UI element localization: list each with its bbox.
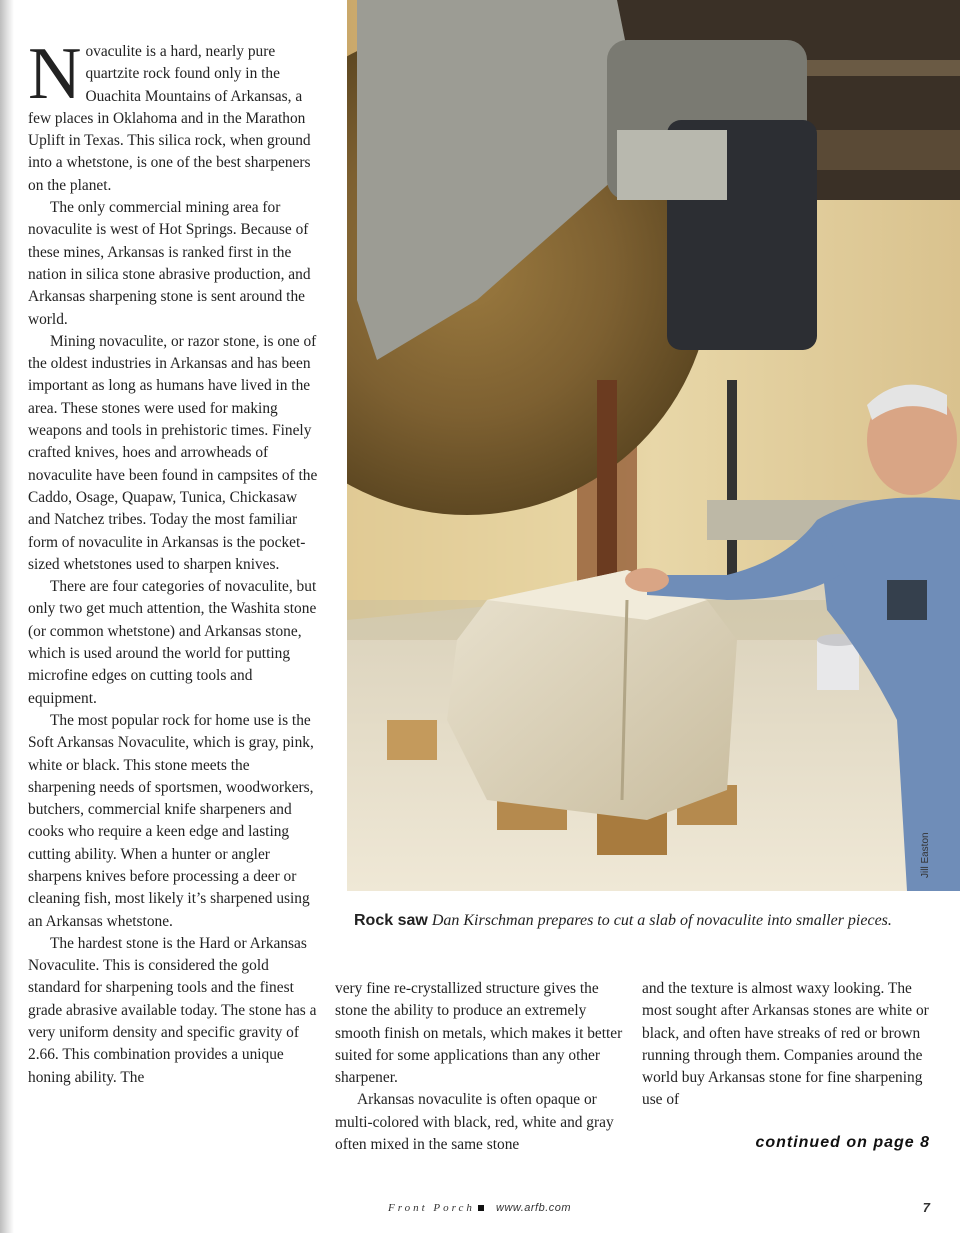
article-column-3	[642, 978, 932, 1112]
article-paragraph: The most popular rock for home use is the Soft Arkansas Novaculite, which is gray, pink, white or black. This stone meets the sharpening needs of sportsmen, woodworkers, butchers, commercial knife sharpeners and cooks who require a keen edge and lasting cutting ability. When a hunter or angler sharpens knives before processing a deer or cleaning fish, most likely it’s sharpened using an Arkansas whetstone.	[28, 711, 314, 930]
photo-caption	[354, 910, 954, 932]
photo-illustration	[347, 0, 960, 891]
paragraph-text: ovaculite is a hard, nearly pure quartzite rock found only in the Ouachita Mountains of Arkansas, a few places in Oklahoma and in the Marathon Uplift in Texas. This silica rock, when ground into a whetstone, is one of the best sharpeners on the planet.	[28, 43, 311, 194]
article-paragraph: very fine re-crystallized structure gives the stone the ability to produce an extremely smooth finish on metals, which makes it better suited for some applications than any other sharpener.	[335, 980, 623, 1087]
article-paragraph: The hardest stone is the Hard or Arkansas Novaculite. This is considered the gold standard for sharpening tools and the finest grade abrasive available today. The stone has a very uniform density and specific gravity of 2.66. This combination provides a unique honing ability. The	[28, 934, 317, 1086]
article-paragraph: There are four categories of novaculite, but only two get much attention, the Washita stone (or common whetstone) and Arkansas stone, which is used around the world for putting microfine edges on cutting tools and equipment.	[28, 578, 317, 707]
article-paragraph: and the texture is almost waxy looking. The most sought after Arkansas stones are white or black, and often have streaks of red or brown running through them. Companies around the world buy Arkansas stone for fine sharpening use of	[642, 980, 929, 1109]
photo-credit: Jill Easton	[920, 832, 931, 878]
drop-cap: N	[28, 33, 82, 115]
article-paragraph: The only commercial mining area for novaculite is west of Hot Springs. Because of these mines, Arkansas is ranked first in the nation in silica stone abrasive production, and Arkansas sharpening stone is sent around the world.	[28, 199, 311, 328]
article-column-1	[28, 33, 320, 1089]
article-paragraph: Mining novaculite, or razor stone, is one of the oldest industries in Arkansas and has been important as long as humans have lived in the area. These stones were used for making weapons and tools in prehistoric times. Finely crafted knives, hoes and arrowheads of novaculite have been found in campsites of the Caddo, Osage, Quapaw, Tunica, Chickasaw and Natchez tribes. Today the most familiar form of novaculite in Arkansas is the pocket-sized whetstones used to sharpen knives.	[28, 332, 318, 573]
caption-label: Rock saw	[354, 912, 428, 929]
footer-separator-square	[478, 1205, 484, 1211]
footer-url-link[interactable]: www.arfb.com	[496, 1202, 572, 1214]
caption-text: Dan Kirschman prepares to cut a slab of novaculite into smaller pieces.	[431, 912, 892, 929]
article-column-2	[335, 978, 625, 1156]
page-binding-shadow	[0, 0, 14, 1233]
article-paragraph: Arkansas novaculite is often opaque or multi-colored with black, red, white and gray often mixed in the same stone	[335, 1091, 614, 1154]
publication-name: Front Porch	[388, 1202, 475, 1214]
article-paragraph	[28, 33, 320, 197]
page-number: 7	[922, 1200, 930, 1215]
page-footer	[0, 1200, 960, 1220]
continued-on-page-link[interactable]: continued on page 8	[755, 1134, 930, 1151]
rock-saw-photo	[347, 0, 960, 891]
